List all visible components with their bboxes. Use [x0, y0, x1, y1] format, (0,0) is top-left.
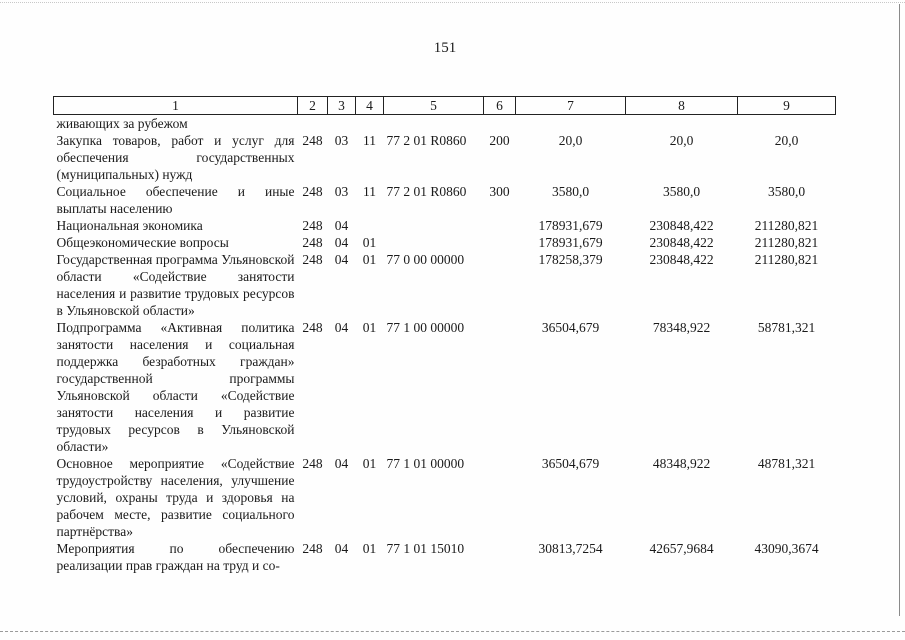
amount-col7: 36504,679 — [541, 456, 600, 471]
row-name: Мероприятия по обеспечению реализации прав граждан на труд и со- — [56, 541, 295, 573]
amount-col9: 20,0 — [774, 133, 799, 148]
target-article-code — [384, 115, 484, 133]
admin-code: 248 — [302, 184, 323, 199]
amount-col9: 58781,321 — [757, 320, 816, 335]
amount-col7: 178931,679 — [538, 235, 603, 250]
column-header: 7 — [516, 97, 626, 115]
section-code: 04 — [334, 456, 349, 471]
column-header: 3 — [328, 97, 356, 115]
admin-code: 248 — [302, 541, 323, 556]
amount-col8: 20,0 — [669, 133, 694, 148]
target-article-code: 77 2 01 R0860 — [386, 184, 467, 199]
amount-col8: 230848,422 — [649, 218, 714, 233]
amount-col9: 211280,821 — [754, 235, 819, 250]
admin-code: 248 — [302, 456, 323, 471]
column-header: 9 — [738, 97, 836, 115]
section-code — [328, 115, 356, 133]
amount-col7: 178931,679 — [538, 218, 603, 233]
amount-col8 — [626, 115, 738, 133]
admin-code: 248 — [302, 133, 323, 148]
amount-col8: 230848,422 — [649, 235, 714, 250]
section-code: 03 — [334, 133, 349, 148]
subsection-code: 11 — [363, 133, 376, 148]
scan-right-edge — [899, 4, 900, 616]
amount-col8: 3580,0 — [662, 184, 701, 199]
row-name: Государственная программа Ульяновской области «Содействие занятости населения и развитие трудовых ресурсов в Ульяновской области» — [56, 252, 295, 318]
row-name: Национальная экономика — [56, 218, 203, 233]
expense-type-code — [484, 251, 516, 319]
admin-code: 248 — [302, 235, 323, 250]
table-row — [54, 115, 836, 133]
table-row — [54, 132, 836, 183]
row-name: Общеэкономические вопросы — [56, 235, 229, 250]
amount-col8: 230848,422 — [649, 252, 714, 267]
section-code: 04 — [334, 218, 349, 233]
table-row — [54, 540, 836, 574]
amount-col7: 178258,379 — [538, 252, 603, 267]
amount-col7: 3580,0 — [551, 184, 590, 199]
expense-type-code — [484, 217, 516, 234]
column-header: 6 — [484, 97, 516, 115]
table-row — [54, 234, 836, 251]
amount-col8: 42657,9684 — [649, 541, 714, 556]
amount-col9: 43090,3674 — [754, 541, 819, 556]
admin-code: 248 — [302, 252, 323, 267]
subsection-code — [356, 217, 384, 234]
section-code: 03 — [334, 184, 349, 199]
table-row — [54, 251, 836, 319]
table-header-row — [54, 97, 836, 115]
row-name: Основное мероприятие «Содействие трудоустройству населения, улучшение условий, охраны труда и здоровья на рабочем месте, развитие социального партнёрства» — [56, 456, 295, 539]
target-article-code — [384, 234, 484, 251]
subsection-code: 01 — [362, 456, 377, 471]
target-article-code: 77 1 01 15010 — [386, 541, 465, 556]
expense-type-code — [484, 234, 516, 251]
amount-col9: 3580,0 — [767, 184, 806, 199]
table-row — [54, 183, 836, 217]
target-article-code — [384, 217, 484, 234]
subsection-code: 01 — [362, 235, 377, 250]
subsection-code — [356, 115, 384, 133]
subsection-code: 01 — [362, 541, 377, 556]
section-code: 04 — [334, 541, 349, 556]
table-row — [54, 217, 836, 234]
target-article-code: 77 0 00 00000 — [386, 252, 465, 267]
amount-col9: 211280,821 — [754, 252, 819, 267]
section-code: 04 — [334, 320, 349, 335]
admin-code: 248 — [302, 218, 323, 233]
subsection-code: 01 — [362, 320, 377, 335]
column-header: 8 — [626, 97, 738, 115]
amount-col9: 48781,321 — [757, 456, 816, 471]
amount-col7 — [516, 115, 626, 133]
row-name: Социальное обеспечение и иные выплаты населению — [56, 184, 295, 216]
target-article-code: 77 1 01 00000 — [386, 456, 465, 471]
table-row — [54, 319, 836, 455]
subsection-code: 11 — [363, 184, 376, 199]
amount-col8: 78348,922 — [652, 320, 711, 335]
expense-type-code: 300 — [489, 184, 510, 199]
amount-col9: 211280,821 — [754, 218, 819, 233]
subsection-code: 01 — [362, 252, 377, 267]
row-name: живающих за рубежом — [56, 116, 188, 131]
column-header: 5 — [384, 97, 484, 115]
target-article-code: 77 1 00 00000 — [386, 320, 465, 335]
expense-type-code: 200 — [489, 133, 510, 148]
expense-type-code — [484, 319, 516, 455]
scan-bottom-edge — [0, 631, 905, 633]
target-article-code: 77 2 01 R0860 — [386, 133, 467, 148]
section-code: 04 — [334, 235, 349, 250]
expense-type-code — [484, 455, 516, 540]
amount-col9 — [738, 115, 836, 133]
section-code: 04 — [334, 252, 349, 267]
row-name: Закупка товаров, работ и услуг для обеспечения государственных (муниципальных) нужд — [56, 133, 295, 182]
column-header: 4 — [356, 97, 384, 115]
budget-table — [53, 96, 836, 574]
amount-col8: 48348,922 — [652, 456, 711, 471]
page-number: 151 — [433, 40, 457, 56]
amount-col7: 36504,679 — [541, 320, 600, 335]
expense-type-code — [484, 540, 516, 574]
admin-code — [298, 115, 328, 133]
scan-top-edge — [0, 2, 905, 4]
table-row — [54, 455, 836, 540]
column-header: 1 — [54, 97, 298, 115]
amount-col7: 20,0 — [558, 133, 583, 148]
admin-code: 248 — [302, 320, 323, 335]
amount-col7: 30813,7254 — [538, 541, 603, 556]
expense-type-code — [484, 115, 516, 133]
row-name: Подпрограмма «Активная политика занятости населения и социальная поддержка безработных граждан» государственной программы Ульяновской области «Содействие занятости населения и развитие трудовых ресурсов в Ульяновской области» — [56, 320, 295, 454]
column-header: 2 — [298, 97, 328, 115]
